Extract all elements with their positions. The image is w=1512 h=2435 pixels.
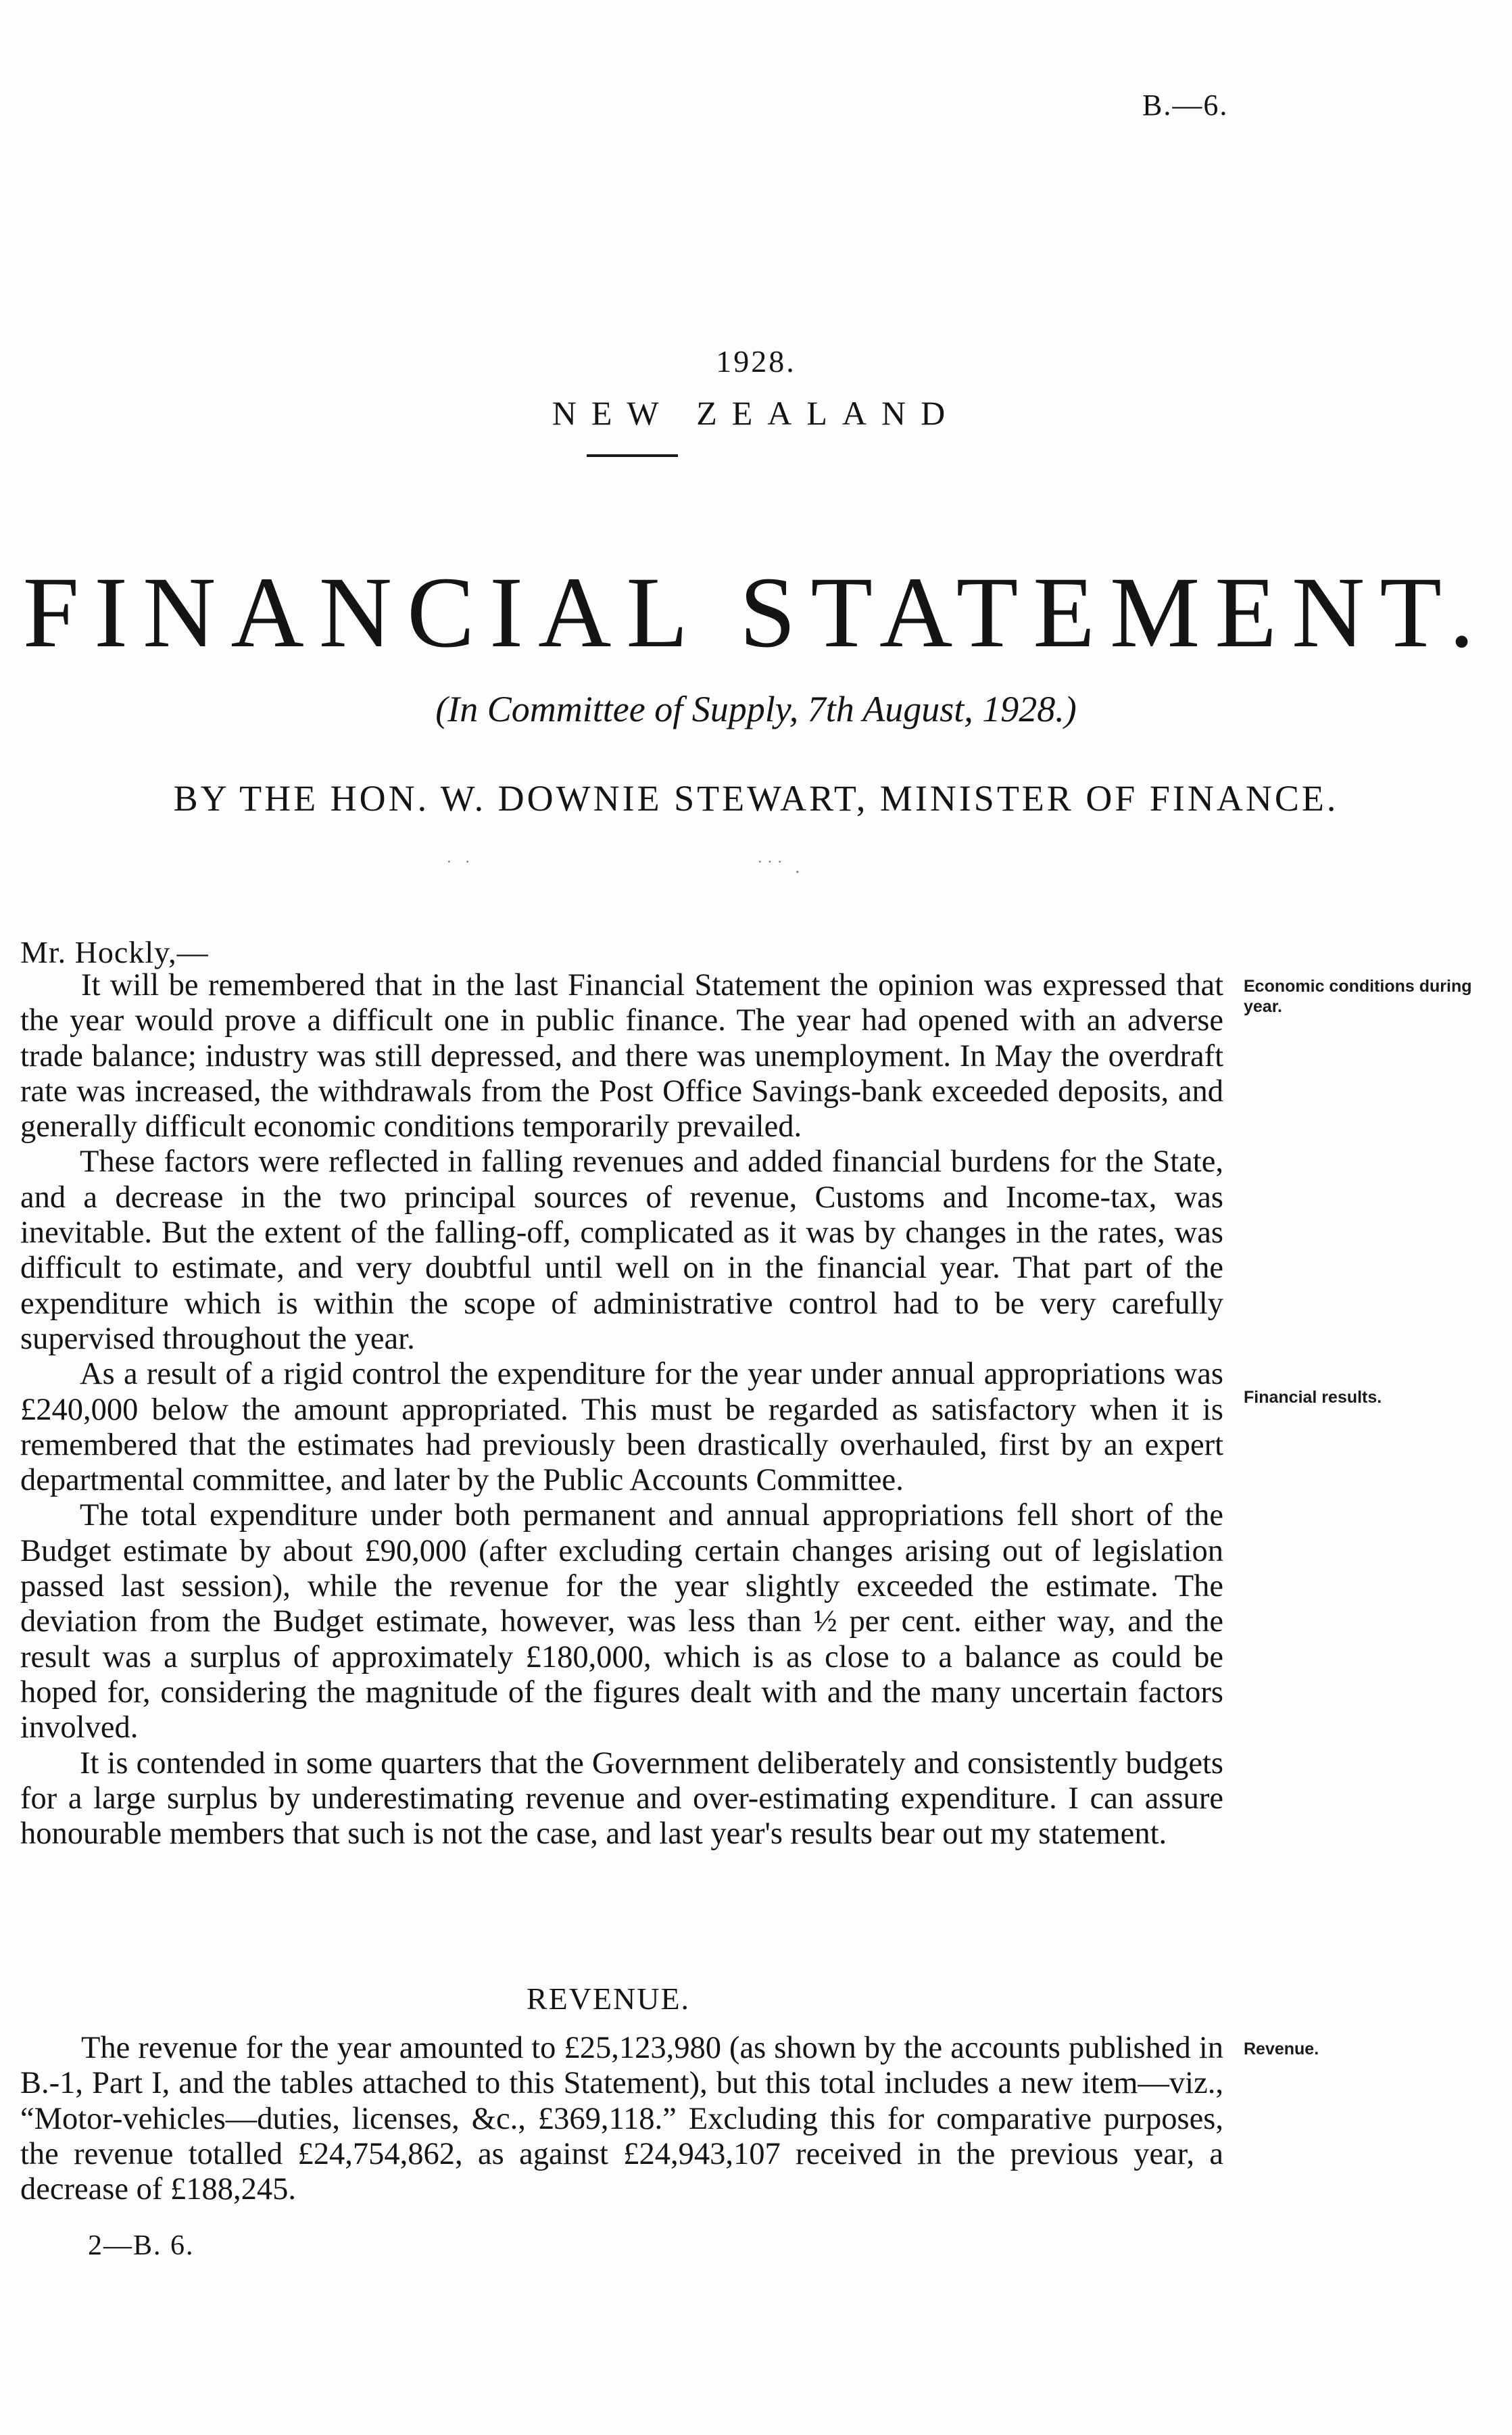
- printer-speck: ˙˙˙ .: [757, 857, 804, 877]
- paragraph: The total expenditure under both permanent and annual appropriations fell short of the Budget estimate by about £90,000 (after excluding certain changes arising out of legislation passed last session), while the revenue for the year slightly exceeded the estimate. The deviation from the Budget estimate, however, was less than ½ per cent. either way, and the result was a surplus of approximately £180,000, which is as close to a balance as could be hoped for, considering the magnitude of the figures dealt with and the many uncertain factors involved.: [20, 1498, 1223, 1745]
- paragraph: As a result of a rigid control the expenditure for the year under annual appropriations was £240,000 below the amount appropriated. This must be regarded as satisfactory when it is remembered that the estimates had previously been drastically overhauled, first by an expert departmental committee, and later by the Public Accounts Committee.: [20, 1357, 1223, 1498]
- country-heading: NEW ZEALAND: [552, 394, 960, 432]
- margin-note-economic: Economic conditions during year.: [1244, 977, 1472, 1016]
- salutation: Mr. Hockly,—: [20, 935, 209, 969]
- margin-note-financial: Financial results.: [1244, 1388, 1382, 1407]
- paragraph: It will be remembered that in the last Financial Statement the opinion was expressed that the year would prove a difficult one in public finance. The year had opened with an adverse trade balance; industry was still depressed, and there was unemployment. In May the overdraft rate was increased, the withdrawals from the Post Office Savings-bank exceeded deposits, and generally difficult economic conditions temporarily prevailed.: [20, 968, 1223, 1144]
- statement-body: [20, 968, 1223, 1852]
- revenue-body: [20, 2031, 1223, 2207]
- section-heading-revenue: REVENUE.: [526, 1981, 691, 2016]
- document-subtitle: (In Committee of Supply, 7th August, 1928.): [435, 689, 1077, 729]
- margin-note-revenue: Revenue.: [1244, 2040, 1319, 2058]
- document-year: 1928.: [716, 344, 796, 379]
- signature-reference: 2—B. 6.: [88, 2230, 195, 2261]
- paragraph: The revenue for the year amounted to £25,123,980 (as shown by the accounts published in B.-1, Part I, and the tables attached to this Statement), but this total includes a new item—viz., “Motor-vehicles—duties, licenses, &c., £369,118.” Excluding this for comparative purposes, the revenue totalled £24,754,862, as against £24,943,107 received in the previous year, a decrease of £188,245.: [20, 2031, 1223, 2207]
- title-rule: [587, 454, 678, 457]
- document-title: FINANCIAL STATEMENT.: [22, 556, 1490, 669]
- document-byline: BY THE HON. W. DOWNIE STEWART, MINISTER OF FINANCE.: [173, 778, 1339, 819]
- paragraph: It is contended in some quarters that the Government deliberately and consistently budgets for a large surplus by underestimating revenue and over-estimating expenditure. I can assure honourable members that such is not the case, and last year's results bear out my statement.: [20, 1745, 1223, 1852]
- page-reference: B.—6.: [1142, 89, 1229, 122]
- paragraph: These factors were reflected in falling revenues and added financial burdens for the State, and a decrease in the two principal sources of revenue, Customs and Income-tax, was inevitable. But the extent of the falling-off, complicated as it was by changes in the rates, was difficult to estimate, and very doubtful until well on in the financial year. That part of the expenditure which is within the scope of administrative control had to be very carefully supervised throughout the year.: [20, 1144, 1223, 1356]
- printer-speck: ˙ ˙: [446, 857, 474, 877]
